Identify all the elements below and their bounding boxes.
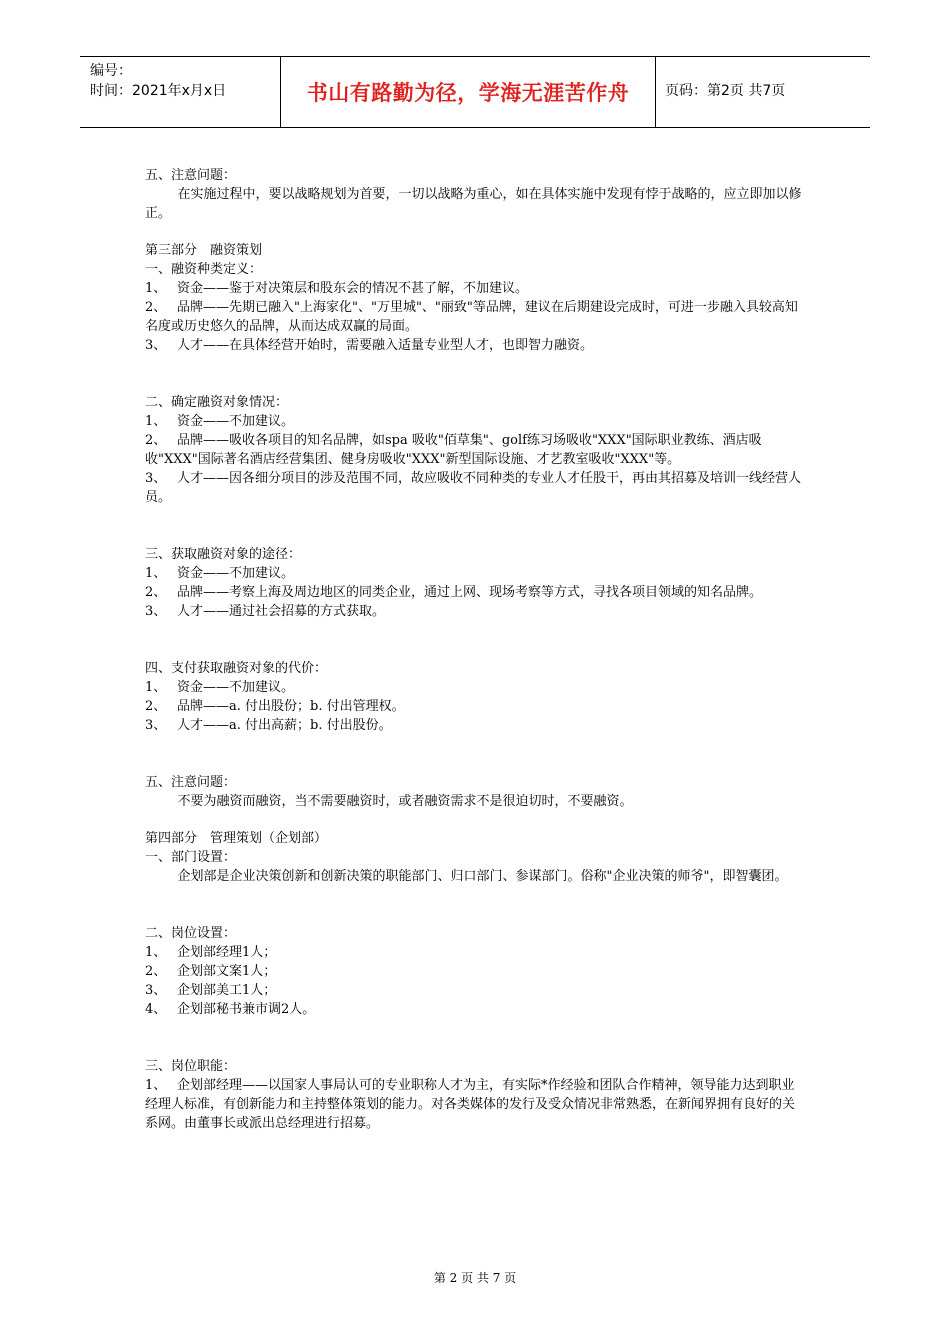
- list-item: 1、 资金——不加建议。: [145, 414, 295, 429]
- paragraph: 企划部是企业决策创新和创新决策的职能部门、归口部门、参谋部门。俗称"企业决策的师爷"，即智囊团。: [177, 869, 788, 884]
- page-footer: 第 2 页 共 7 页: [433, 1271, 517, 1285]
- list-item: 1、 资金——不加建议。: [145, 566, 295, 581]
- list-item: 2、 品牌——吸收各项目的知名品牌，如spa 吸收"佰草集"、golf练习场吸收"XXX"国际职业教练、酒店吸收"XXX"国际著名酒店经营集团、健身房吸收"XXX"新型国际设施、才艺教室吸收"XXX"等。: [145, 433, 762, 467]
- section-heading: 三、岗位职能：: [145, 1059, 237, 1074]
- section-heading: 一、融资种类定义：: [145, 262, 263, 277]
- list-item: 2、 品牌——a. 付出股份；b. 付出管理权。: [145, 699, 405, 714]
- section-heading: 四、支付获取融资对象的代价：: [145, 661, 328, 676]
- part-heading: 第四部分 管理策划（企划部）: [145, 831, 328, 846]
- header-divider: [655, 57, 656, 127]
- list-item: 3、 人才——在具体经营开始时，需要融入适量专业型人才，也即智力融资。: [145, 338, 594, 353]
- list-item: 2、 企划部文案1人；: [145, 964, 277, 979]
- list-item: 2、 品牌——考察上海及周边地区的同类企业，通过上网、现场考察等方式，寻找各项目领域的知名品牌。: [145, 585, 763, 600]
- header-meta: [90, 61, 280, 101]
- section-heading: 二、岗位设置：: [145, 926, 237, 941]
- section-heading: 五、注意问题：: [145, 775, 237, 790]
- section-heading: 二、确定融资对象情况：: [145, 395, 289, 410]
- list-item: 3、 企划部美工1人；: [145, 983, 277, 998]
- list-item: 3、 人才——通过社会招募的方式获取。: [145, 604, 386, 619]
- header-page-info: 页码：第2页 共7页: [665, 83, 786, 99]
- list-item: 3、 人才——因各细分项目的涉及范围不同，故应吸收不同种类的专业人才任股干，再由其招募及培训一线经营人员。: [145, 471, 802, 505]
- list-item: 2、 品牌——先期已融入"上海家化"、"万里城"、"丽致"等品牌，建议在后期建设完成时，可进一步融入具较高知名度或历史悠久的品牌，从而达成双赢的局面。: [145, 300, 798, 334]
- list-item: 4、 企划部秘书兼市调2人。: [145, 1002, 316, 1017]
- section-heading: 三、获取融资对象的途径：: [145, 547, 302, 562]
- part-heading: 第三部分 融资策划: [145, 243, 263, 258]
- list-item: 1、 企划部经理——以国家人事局认可的专业职称人才为主，有实际*作经验和团队合作精神，领导能力达到职业经理人标准，有创新能力和主持整体策划的能力。对各类媒体的发行及受众情况非常熟悉，在新闻界拥有良好的关系网。由董事长或派出总经理进行招募。: [145, 1078, 796, 1131]
- paragraph: 不要为融资而融资，当不需要融资时，或者融资需求不是很迫切时，不要融资。: [177, 794, 633, 809]
- page-header: [80, 56, 870, 128]
- list-item: 1、 企划部经理1人；: [145, 945, 277, 960]
- list-item: 1、 资金——鉴于对决策层和股东会的情况不甚了解，不加建议。: [145, 281, 529, 296]
- document-body: [145, 166, 805, 1133]
- list-item: 3、 人才——a. 付出高薪；b. 付出股份。: [145, 718, 392, 733]
- paragraph: 在实施过程中，要以战略规划为首要，一切以战略为重心，如在具体实施中发现有悖于战略的，应立即加以修正。: [145, 187, 802, 221]
- serial-number-label: 编号：: [90, 63, 132, 79]
- section-heading: 五、注意问题：: [145, 168, 237, 183]
- list-item: 1、 资金——不加建议。: [145, 680, 295, 695]
- header-motto: 书山有路勤为径，学海无涯苦作舟: [306, 81, 630, 105]
- date-label: 时间：2021年x月x日: [90, 83, 227, 99]
- section-heading: 一、部门设置：: [145, 850, 237, 865]
